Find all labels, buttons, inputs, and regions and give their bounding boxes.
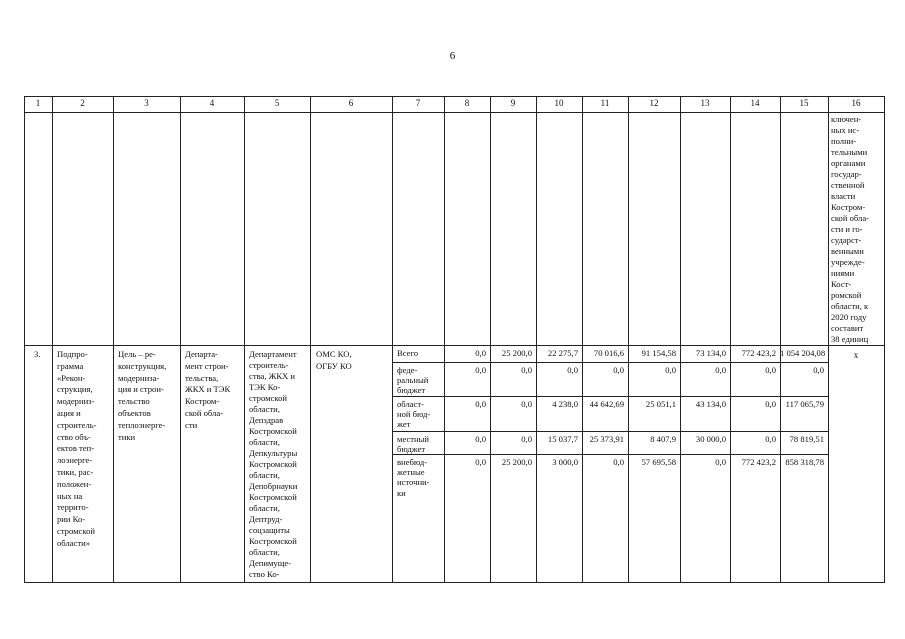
- co-executors: области,: [249, 470, 280, 480]
- row-separator: [24, 345, 885, 346]
- subprogram-name: «Рекон-: [57, 372, 86, 383]
- subprogram-name: модерниз-: [57, 396, 95, 407]
- goal-text: Цель – ре-: [118, 349, 156, 359]
- funding-value: 4 238,0: [552, 399, 578, 409]
- funding-value: 1 054 204,08: [780, 348, 826, 358]
- funding-value: 73 134,0: [695, 348, 726, 358]
- funding-value: 0,0: [521, 399, 532, 409]
- continuation-text: венными: [831, 246, 864, 256]
- funding-source: бюджет: [397, 444, 426, 455]
- funding-value: 70 016,6: [593, 348, 624, 358]
- co-executors: строитель-: [249, 360, 289, 370]
- column-line: [536, 96, 537, 583]
- funding-value: 3 000,0: [552, 457, 578, 467]
- continuation-text: ных ис-: [831, 125, 860, 135]
- subprogram-name: грамма: [57, 360, 84, 371]
- participants: ОМС КО,: [316, 349, 352, 359]
- co-executors: области,: [249, 547, 280, 557]
- col16-value: х: [853, 350, 859, 360]
- subprogram-name: строитель-: [57, 419, 97, 430]
- funding-value: 30 000,0: [695, 434, 726, 444]
- continuation-text: составит: [831, 323, 864, 333]
- column-line: [490, 96, 491, 583]
- funding-source: ки: [397, 487, 406, 498]
- funding-value: 0,0: [765, 399, 776, 409]
- funding-value: 22 275,7: [547, 348, 578, 358]
- funding-value: 772 423,2: [741, 348, 776, 358]
- header-cell: 11: [600, 98, 610, 108]
- page-number: 6: [449, 50, 456, 62]
- funding-value: 0,0: [813, 365, 824, 375]
- subrow-line: [392, 431, 829, 432]
- subprogram-name: струкция,: [57, 384, 93, 395]
- funding-source: источни-: [397, 477, 430, 488]
- column-line: [444, 96, 445, 583]
- co-executors: Костромской: [249, 492, 297, 502]
- subprogram-name: ных на: [57, 490, 83, 501]
- funding-value: 0,0: [475, 348, 486, 358]
- funding-value: 0,0: [521, 365, 532, 375]
- subrow-line: [392, 362, 829, 363]
- header-cell: 4: [209, 98, 215, 108]
- funding-value: 25 200,0: [501, 348, 532, 358]
- header-cell: 6: [348, 98, 354, 108]
- co-executors: области,: [249, 404, 280, 414]
- header-cell: 1: [35, 98, 41, 108]
- funding-value: 858 318,78: [785, 457, 824, 467]
- continuation-text: власти: [831, 191, 856, 201]
- funding-value: 0,0: [665, 365, 676, 375]
- header-cell: 13: [700, 98, 710, 108]
- funding-value: 772 423,2: [741, 457, 776, 467]
- continuation-text: области, к: [831, 301, 869, 311]
- funding-value: 0,0: [475, 457, 486, 467]
- column-line: [730, 96, 731, 583]
- co-executors: Костромской: [249, 426, 297, 436]
- funding-value: 0,0: [765, 365, 776, 375]
- funding-value: 0,0: [715, 365, 726, 375]
- goal-text: объектов: [118, 408, 151, 418]
- funding-value: 44 642,69: [589, 399, 624, 409]
- goal-text: модерниза-: [118, 372, 160, 383]
- goal-text: тики: [118, 431, 136, 442]
- column-line: [113, 96, 114, 583]
- co-executors: области,: [249, 437, 280, 447]
- continuation-text: ственной: [831, 180, 865, 190]
- funding-source: ной бюд-: [397, 409, 431, 420]
- co-executors: соцзащиты: [249, 525, 290, 535]
- table-top-border: [24, 96, 885, 97]
- row-number: 3.: [34, 349, 41, 359]
- continuation-text: 38 единиц: [831, 334, 869, 344]
- funding-value: 0,0: [613, 365, 624, 375]
- continuation-text: государ-: [831, 169, 862, 179]
- funding-source: бюджет: [397, 385, 426, 396]
- subprogram-name: тики, рас-: [57, 467, 94, 477]
- co-executors: ства, ЖКХ и: [249, 371, 296, 381]
- header-cell: 10: [554, 98, 564, 108]
- subrow-line: [392, 454, 829, 455]
- header-cell: 2: [80, 98, 85, 108]
- co-executors: Костромской: [249, 536, 297, 546]
- co-executors: Костромской: [249, 459, 297, 469]
- column-line: [392, 96, 393, 583]
- funding-source: местный: [397, 434, 430, 444]
- continuation-text: учрежде-: [831, 257, 865, 267]
- responsible-executor: ской обла-: [185, 408, 224, 418]
- continuation-text: ключен-: [831, 114, 862, 124]
- co-executors: Депкультуры: [249, 448, 298, 458]
- goal-text: тельство: [118, 396, 150, 407]
- goal-text: ция и строи-: [118, 384, 164, 395]
- header-cell: 14: [750, 98, 760, 108]
- funding-source: област-: [397, 399, 424, 409]
- header-cell: 15: [799, 98, 809, 108]
- funding-source: феде-: [397, 365, 418, 375]
- funding-value: 0,0: [475, 399, 486, 409]
- continuation-text: Кост-: [831, 279, 852, 289]
- funding-value: 0,0: [475, 365, 486, 375]
- continuation-text: ниями: [831, 268, 855, 278]
- funding-source: Всего: [397, 348, 419, 358]
- header-cell: 12: [649, 98, 659, 108]
- column-line: [884, 96, 885, 583]
- funding-value: 0,0: [765, 434, 776, 444]
- co-executors: ТЭК Ко-: [249, 382, 281, 392]
- header-cell: 5: [274, 98, 280, 108]
- subprogram-name: области»: [57, 537, 91, 548]
- co-executors: Департамент: [249, 349, 297, 359]
- continuation-text: ской обла-: [831, 213, 870, 223]
- continuation-text: сударст-: [831, 235, 862, 245]
- continuation-text: 2020 году: [831, 312, 867, 322]
- responsible-executor: ЖКХ и ТЭК: [185, 384, 231, 395]
- funding-value: 0,0: [613, 457, 624, 467]
- funding-value: 8 407,9: [650, 434, 676, 444]
- funding-value: 0,0: [567, 365, 578, 375]
- column-line: [52, 96, 53, 583]
- funding-value: 0,0: [521, 434, 532, 444]
- subprogram-name: ация и: [57, 408, 81, 418]
- co-executors: Депобрнауки: [249, 481, 298, 491]
- funding-value: 78 819,51: [789, 434, 824, 444]
- funding-value: 25 051,1: [645, 399, 676, 409]
- subprogram-name: лоэнерге-: [57, 455, 93, 466]
- funding-value: 117 065,79: [785, 399, 824, 409]
- responsible-executor: тельства,: [185, 372, 219, 383]
- subprogram-name: рии Ко-: [57, 514, 86, 525]
- funding-value: 15 037,7: [547, 434, 578, 444]
- subprogram-name: ектов теп-: [57, 443, 95, 454]
- header-cell: 9: [510, 98, 516, 108]
- funding-value: 25 373,91: [589, 434, 624, 444]
- continuation-text: тельными: [831, 147, 868, 157]
- column-line: [24, 96, 25, 583]
- co-executors: ство Ко-: [249, 569, 280, 579]
- funding-source: жетные: [397, 467, 425, 478]
- continuation-text: сти и го-: [831, 224, 863, 234]
- funding-value: 0,0: [475, 434, 486, 444]
- goal-text: теплоэнерге-: [118, 419, 166, 430]
- continuation-text: полни-: [831, 136, 857, 146]
- continuation-text: органами: [831, 158, 866, 168]
- goal-text: конструкция,: [118, 360, 167, 371]
- column-line: [828, 96, 829, 583]
- funding-value: 91 154,58: [641, 348, 676, 358]
- co-executors: стромской: [249, 393, 287, 403]
- subprogram-name: Подпро-: [57, 349, 88, 359]
- funding-value: 57 695,58: [641, 457, 676, 467]
- header-cell: 3: [144, 98, 149, 108]
- continuation-text: Костром-: [831, 202, 866, 212]
- column-line: [680, 96, 681, 583]
- continuation-text: ромской: [831, 290, 862, 300]
- subprogram-name: положен-: [57, 478, 92, 489]
- column-line: [244, 96, 245, 583]
- participants: ОГБУ КО: [316, 360, 352, 371]
- responsible-executor: мент строи-: [185, 360, 229, 371]
- header-bottom-line: [24, 112, 885, 113]
- responsible-executor: Департа-: [185, 349, 218, 359]
- column-line: [180, 96, 181, 583]
- co-executors: Депздрав: [249, 415, 284, 425]
- subprogram-name: террито-: [57, 502, 89, 513]
- responsible-executor: Костром-: [185, 396, 220, 407]
- co-executors: области,: [249, 503, 280, 513]
- subprogram-name: ство объ-: [57, 431, 91, 442]
- column-line: [310, 96, 311, 583]
- column-line: [582, 96, 583, 583]
- co-executors: Дептруд-: [249, 514, 283, 524]
- funding-source: ральный: [397, 375, 429, 386]
- column-line: [780, 96, 781, 583]
- header-cell: 16: [851, 98, 861, 108]
- header-cell: 7: [415, 98, 421, 108]
- column-line: [628, 96, 629, 583]
- funding-value: 43 134,0: [695, 399, 726, 409]
- subprogram-name: стромской: [57, 526, 95, 536]
- funding-value: 25 200,0: [501, 457, 532, 467]
- funding-source: внебюд-: [397, 457, 428, 467]
- header-cell: 8: [464, 98, 470, 108]
- responsible-executor: сти: [185, 419, 198, 430]
- table-bottom-border: [24, 582, 885, 583]
- funding-value: 0,0: [715, 457, 726, 467]
- co-executors: Депимуще-: [249, 558, 292, 568]
- subrow-line: [392, 396, 829, 397]
- funding-source: жет: [397, 419, 411, 430]
